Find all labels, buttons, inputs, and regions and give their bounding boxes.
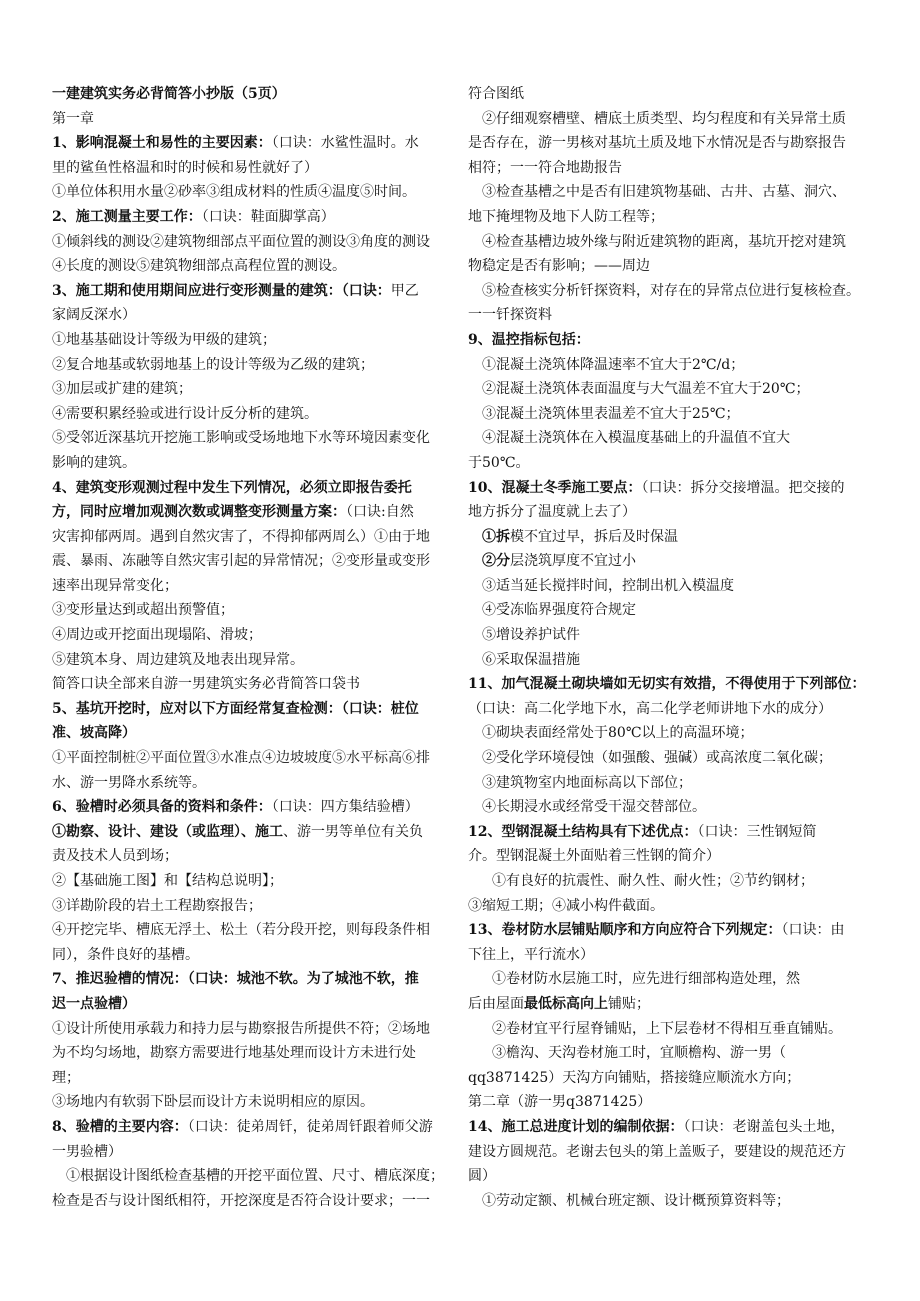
left-text-line: ③详勘阶段的岩土工程勘察报告；: [52, 897, 262, 914]
right-text-line: 下往上，平行流水）: [468, 946, 594, 963]
bold-text: 1、影响混凝土和易性的主要因素：: [52, 135, 272, 152]
bold-text: 准、坡高降）: [52, 725, 136, 742]
right-text-line: 地方拆分了温度就上去了）: [468, 504, 636, 521]
right-text-line: 建设方圆规范。老谢去包头的第上盖贩子，要建设的规范还方: [468, 1143, 846, 1160]
right-text-line: ③检查基槽之中是否有旧建筑物基础、古井、古墓、洞穴、: [482, 184, 846, 201]
left-text-line: [52, 795, 454, 820]
right-text-line: 符合图纸: [468, 86, 524, 102]
left-text-line: [52, 820, 454, 845]
text-segment: （口诀：鞋面脚掌高）: [201, 208, 335, 225]
right-text-line: ②仔细观察槽壁、槽底土质类型、均匀程度和有关异常土质: [482, 110, 846, 127]
left-text-line: ①根据设计图纸检查基槽的开挖平面位置、尺寸、槽底深度；: [66, 1168, 444, 1185]
left-text-line: [52, 500, 454, 525]
left-text-line: ③变形量达到或超出预警值；: [52, 602, 234, 619]
right-text-line: [468, 992, 878, 1017]
bold-text: ①勘察、设计、建设（或监理）、施工: [52, 823, 283, 840]
right-text-line: ⑤增设养护试件: [482, 627, 580, 644]
bold-text: 6、验槽时必须具备的资料和条件：: [52, 799, 272, 816]
bold-text: 3、施工期和使用期间应进行变形测量的建筑：（口诀：: [52, 282, 391, 299]
bold-text: 最低标高向上: [524, 995, 608, 1012]
right-text-line: ⑥采取保温措施: [482, 651, 580, 668]
bold-text: 14、施工总进度计划的编制依据：: [468, 1118, 684, 1135]
left-text-line: ⑤建筑本身、周边建筑及地表出现异常。: [52, 651, 304, 668]
bold-text: 5、基坑开挖时，应对以下方面经常复查检测：（口诀：桩位: [52, 700, 419, 717]
left-text-line: [52, 721, 454, 746]
left-text-line: ①单位体积用水量②砂率③组成材料的性质④温度⑤时间。: [52, 184, 416, 201]
text-segment: （口诀:自然: [346, 504, 414, 521]
right-text-line: [468, 918, 878, 943]
right-text-line: 地下掩埋物及地下人防工程等；: [468, 208, 664, 225]
right-text-line: ③建筑物室内地面标高以下部位；: [482, 774, 692, 791]
right-text-line: ②卷材宜平行屋脊铺贴，上下层卷材不得相互垂直铺贴。: [492, 1020, 842, 1037]
left-text-line: 同），条件良好的基槽。: [52, 946, 199, 963]
bold-text: 11、加气混凝土砌块墙如无切实有效措，不得使用于下列部位：: [468, 676, 866, 693]
left-text-line: 家阔反深水）: [52, 307, 136, 324]
left-text-line: ④周边或开挖面出现塌陷、滑坡；: [52, 627, 262, 644]
right-text-line: ②混凝土浇筑体表面温度与大气温差不宜大于20℃；: [482, 381, 810, 398]
left-text-line: ②复合地基或软弱地基上的设计等级为乙级的建筑；: [52, 356, 374, 373]
bold-text: 迟一点验槽）: [52, 995, 136, 1012]
right-column: [468, 82, 878, 1213]
right-text-line: 一一钎探资料: [468, 307, 552, 324]
left-text-line: 里的鲨鱼性格温和时的时候和易性就好了）: [52, 159, 318, 176]
left-text-line: ③场地内有软弱下卧层而设计方未说明相应的原因。: [52, 1094, 374, 1111]
left-text-line: 责及技术人员到场；: [52, 848, 178, 865]
right-text-line: ①砌块表面经常处于80℃以上的高温环境；: [482, 725, 754, 742]
text-segment: 模不宜过早，拆后及时保温: [510, 528, 678, 545]
right-text-line: ①有良好的抗震性、耐久性、耐火性；②节约钢材；: [492, 873, 814, 889]
text-segment: （口诀：水鲨性温时。水: [271, 135, 419, 152]
bold-text: 7、推迟验槽的情况：（口诀：城池不软。为了城池不软，推: [52, 971, 419, 988]
bold-text: 10、混凝土冬季施工要点：: [468, 479, 642, 496]
text-segment: 层浇筑厚度不宜过小: [510, 553, 636, 570]
left-text-line: [52, 279, 454, 304]
left-text-line: ⑤受邻近深基坑开挖施工影响或受场地地下水等环境因素变化: [52, 430, 430, 447]
right-text-line: [468, 820, 878, 845]
left-text-line: [52, 1115, 454, 1140]
right-text-line: ②受化学环境侵蚀（如强酸、强碱）或高浓度二氧化碳；: [482, 750, 832, 767]
left-text-line: [52, 476, 454, 501]
right-text-line: ③檐沟、天沟卷材施工时，宜顺檐构、游一男（: [492, 1045, 786, 1062]
bold-text: 方，同时应增加观测次数或调整变形测量方案：: [52, 504, 346, 521]
right-text-line: 于50℃。: [468, 454, 530, 471]
right-text-line: [468, 549, 878, 574]
bold-text: 8、验槽的主要内容：: [52, 1118, 188, 1135]
right-text-line: 物稳定是否有影响；——周边: [468, 258, 650, 275]
left-text-line: 一男验槽）: [52, 1143, 122, 1160]
left-text-line: ②【基础施工图】和【结构总说明】；: [52, 873, 283, 889]
text-segment: （口诀：老谢盖包头土地，: [683, 1118, 845, 1135]
left-text-line: 为不均匀场地，勘察方需要进行地基处理而设计方未进行处: [52, 1045, 416, 1062]
right-text-line: [468, 672, 878, 697]
left-text-line: 震、暴雨、冻融等自然灾害引起的异常情况；②变形量或变形: [52, 553, 430, 570]
left-text-line: ④需要积累经验或进行设计反分析的建筑。: [52, 405, 318, 422]
left-text-line: 水、游一男降水系统等。: [52, 774, 206, 791]
right-text-line: ③缩短工期；④减小构件截面。: [468, 897, 664, 914]
left-text-line: ①倾斜线的测设②建筑物细部点平面位置的测设③角度的测设: [52, 233, 430, 250]
left-text-line: ③加层或扩建的建筑；: [52, 381, 192, 398]
left-text-line: 检查是否与设计图纸相符，开挖深度是否符合设计要求；一一: [52, 1192, 430, 1209]
right-text-line: ④检查基槽边坡外缘与附近建筑物的距离，基坑开挖对建筑: [482, 233, 846, 250]
bold-text: 13、卷材防水层铺贴顺序和方向应符合下列规定：: [468, 922, 782, 939]
bold-text: ②分: [482, 553, 510, 570]
text-segment: 铺贴；: [608, 995, 650, 1012]
right-text-line: ①混凝土浇筑体降温速率不宜大于2℃/d；: [482, 356, 745, 373]
left-text-line: [52, 82, 454, 107]
bold-text: 2、施工测量主要工作：: [52, 208, 202, 225]
bold-text: 9、温控指标包括：: [468, 331, 590, 348]
right-text-line: （口诀：高二化学地下水，高二化学老师讲地下水的成分）: [468, 700, 832, 717]
right-text-line: [468, 328, 878, 353]
text-segment: 后由屋面: [468, 995, 524, 1012]
text-segment: （口诀：三性钢短简: [697, 823, 817, 840]
right-text-line: ③混凝土浇筑体里表温差不宜大于25℃；: [482, 405, 740, 422]
text-segment: 、游一男等单位有关负: [283, 823, 423, 840]
right-text-line: ⑤检查核实分析钎探资料，对存在的异常点位进行复核检查。: [482, 282, 860, 299]
right-text-line: 圆）: [468, 1168, 496, 1185]
right-text-line: qq3871425）天沟方向铺贴，搭接缝应顺流水方向；: [468, 1069, 801, 1086]
bold-text: 4、建筑变形观测过程中发生下列情况，必须立即报告委托: [52, 479, 412, 496]
right-text-line: 是否存在，游一男核对基坑土质及地下水情况是否与勘察报告: [468, 135, 846, 152]
text-segment: （口诀：四方集结验槽）: [271, 799, 419, 816]
left-text-line: 影响的建筑。: [52, 454, 136, 471]
left-text-line: 第一章: [52, 110, 94, 127]
left-text-line: ①设计所使用承载力和持力层与勘察报告所提供不符；②场地: [52, 1020, 430, 1037]
text-segment: （口诀：拆分交接增温。把交接的: [641, 479, 845, 496]
left-text-line: 速率出现异常变化；: [52, 577, 178, 594]
left-text-line: [52, 205, 454, 230]
left-text-line: [52, 697, 454, 722]
right-text-line: [468, 525, 878, 550]
right-text-line: ④受冻临界强度符合规定: [482, 602, 636, 619]
right-text-line: ④混凝土浇筑体在入模温度基础上的升温值不宜大: [482, 430, 790, 447]
right-text-line: [468, 1115, 878, 1140]
text-segment: 甲乙: [390, 282, 419, 299]
right-text-line: 介。型钢混凝土外面贴着三性钢的简介）: [468, 848, 720, 865]
left-column: [52, 82, 454, 1213]
left-text-line: [52, 992, 454, 1017]
right-text-line: ①卷材防水层施工时，应先进行细部构造处理，然: [492, 971, 800, 988]
right-text-line: ④长期浸水或经常受干湿交替部位。: [482, 799, 706, 816]
left-text-line: 理；: [52, 1069, 80, 1086]
text-segment: （口诀：由: [781, 922, 845, 939]
right-text-line: ①劳动定额、机械台班定额、设计概预算资料等；: [482, 1192, 790, 1209]
left-text-line: 灾害抑郁两周。遇到自然灾害了，不得抑郁两周么）①由于地: [52, 528, 430, 545]
right-text-line: 相符；一一符合地勘报告: [468, 159, 622, 176]
right-text-line: [468, 476, 878, 501]
left-text-line: 简答口诀全部来自游一男建筑实务必背简答口袋书: [52, 676, 360, 693]
bold-text: 一建建筑实务必背简答小抄版（5页）: [52, 86, 286, 102]
right-text-line: 第二章（游一男q3871425）: [468, 1094, 652, 1111]
left-text-line: [52, 967, 454, 992]
left-text-line: ④开挖完毕、槽底无浮土、松土（若分段开挖，则每段条件相: [52, 922, 430, 939]
left-text-line: ①地基基础设计等级为甲级的建筑；: [52, 331, 276, 348]
right-text-line: ③适当延长搅拌时间，控制出机入模温度: [482, 577, 734, 594]
bold-text: 12、型钢混凝土结构具有下述优点：: [468, 823, 698, 840]
text-segment: （口诀：徒弟周钎，徒弟周钎跟着师父游: [187, 1118, 433, 1135]
left-text-line: ④长度的测设⑤建筑物细部点高程位置的测设。: [52, 258, 346, 275]
left-text-line: ①平面控制桩②平面位置③水准点④边坡坡度⑤水平标高⑥排: [52, 750, 430, 767]
bold-text: ①拆: [482, 528, 510, 545]
left-text-line: [52, 131, 454, 156]
